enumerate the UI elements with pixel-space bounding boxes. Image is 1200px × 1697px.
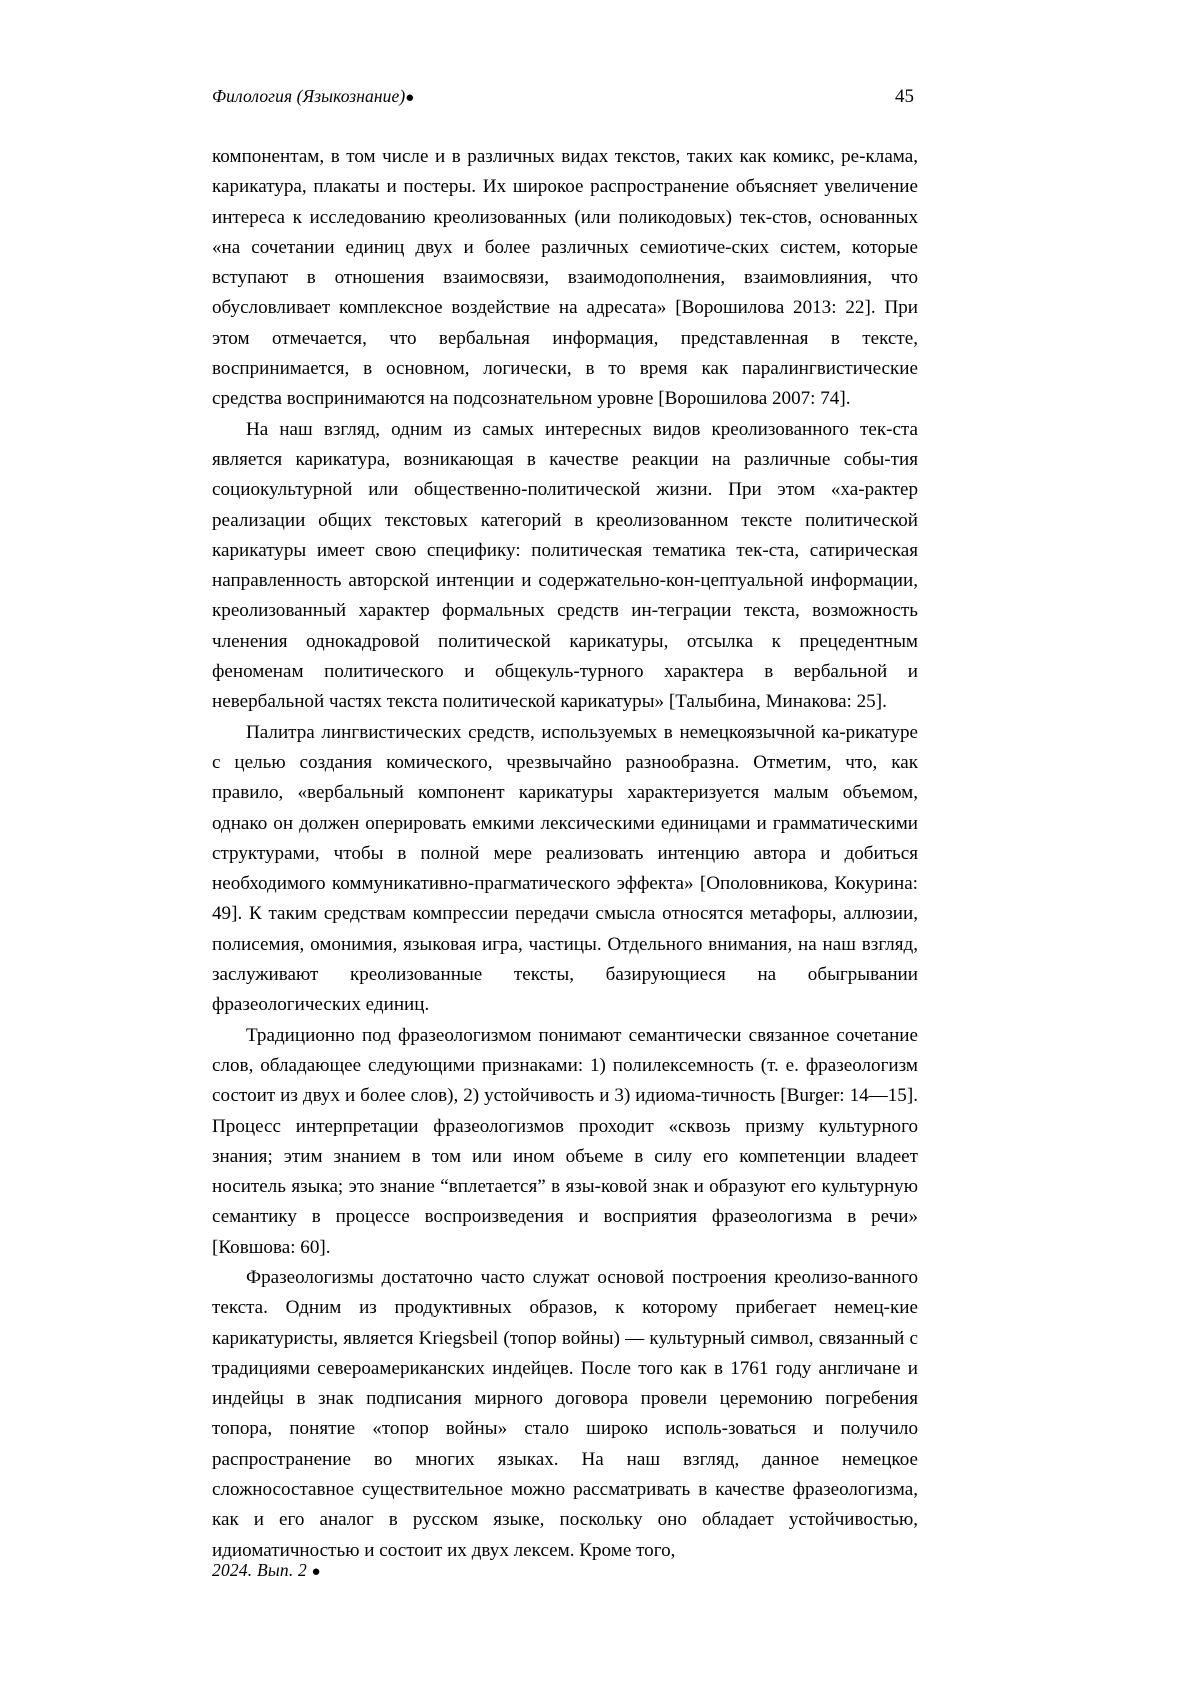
page-header <box>212 86 918 108</box>
footer-issue: 2024. Вып. 2 <box>212 1560 307 1580</box>
paragraph: Фразеологизмы достаточно часто служат основой построения креолизо-ванного текста. Одним из продуктивных образов, к которому прибегает немец-кие карикатуристы, является Kriegsbeil (топор войны) — культурный символ, связанный с традициями североамериканских индейцев. После того как в 1761 году англичане и индейцы в знак подписания мирного договора провели церемонию погребения топора, понятие «топор войны» стало широко исполь-зоваться и получило распространение во многих языках. На наш взгляд, данное немецкое сложносоставное существительное можно рассматривать в качестве фразеологизма, как и его аналог в русском языке, поскольку оно обладает устойчивостью, идиоматичностью и состоит их двух лексем. Кроме того, <box>212 1266 918 1561</box>
page-number: 45 <box>895 86 914 107</box>
paragraph: Палитра лингвистических средств, используемых в немецкоязычной ка-рикатуре с целью создания комического, чрезвычайно разнообразна. Отметим, что, как правило, «вербальный компонент карикатуры характеризуется малым объемом, однако он должен оперировать емкими лексическими единицами и грамматическими структурами, чтобы в полной мере реализовать интенцию автора и добиться необходимого коммуникативно-прагматического эффекта» [Ополовникова, Кокурина: 49]. К таким средствам компрессии передачи смысла относятся метафоры, аллюзии, полисемия, омонимия, языковая игра, частицы. Отдельного внимания, на наш взгляд, заслуживают креолизованные тексты, базирующиеся на обыгрывании фразеологических единиц. <box>212 721 918 1016</box>
body-text <box>212 142 918 1566</box>
running-head-text: Филология (Языкознание) <box>212 86 406 106</box>
paragraph: Традиционно под фразеологизмом понимают семантически связанное сочетание слов, обладающее следующими признаками: 1) полилексемность (т. е. фразеологизм состоит из двух и более слов), 2) устойчивость и 3) идиома-тичность [Burger: 14—15]. Процесс интерпретации фразеологизмов проходит «сквозь призму культурного знания; этим знанием в том или ином объеме в силу его компетенции владеет носитель языка; это знание “вплетается” в язы-ковой знак и образуют его культурную семантику в процессе воспроизведения и восприятия фразеологизма в речи» [Ковшова: 60]. <box>212 1024 918 1258</box>
paragraph: компонентам, в том числе и в различных видах текстов, таких как комикс, ре-клама, карикатура, плакаты и постеры. Их широкое распространение объясняет увеличение интереса к исследованию креолизованных (или поликодовых) тек-стов, основанных «на сочетании единиц двух и более различных семиотиче-ских систем, которые вступают в отношения взаимосвязи, взаимодополнения, взаимовлияния, что обусловливает комплексное воздействие на адресата» [Ворошилова 2013: 22]. При этом отмечается, что вербальная информация, представленная в тексте, воспринимается, в основном, логически, в то время как паралингвистические средства воспринимаются на подсознательном уровне [Ворошилова 2007: 74]. <box>212 146 918 410</box>
footer-bullet-icon: ● <box>311 1564 321 1580</box>
running-head-bullet-icon: ● <box>405 90 415 106</box>
paragraph: На наш взгляд, одним из самых интересных видов креолизованного тек-ста является карикатура, возникающая в качестве реакции на различные собы-тия социокультурной или общественно-политической жизни. При этом «ха-рактер реализации общих текстовых категорий в креолизованном тексте политической карикатуры имеет свою специфику: политическая тематика тек-ста, сатирическая направленность авторской интенции и содержательно-кон-цептуальной информации, креолизованный характер формальных средств ин-теграции текста, возможность членения однокадровой политической карикатуры, отсылка к прецедентным феноменам политического и общекуль-турного характера в вербальной и невербальной частях текста политической карикатуры» [Талыбина, Минакова: 25]. <box>212 418 918 713</box>
page-content <box>212 86 918 1566</box>
page-footer <box>212 1560 321 1581</box>
running-head <box>212 86 414 107</box>
